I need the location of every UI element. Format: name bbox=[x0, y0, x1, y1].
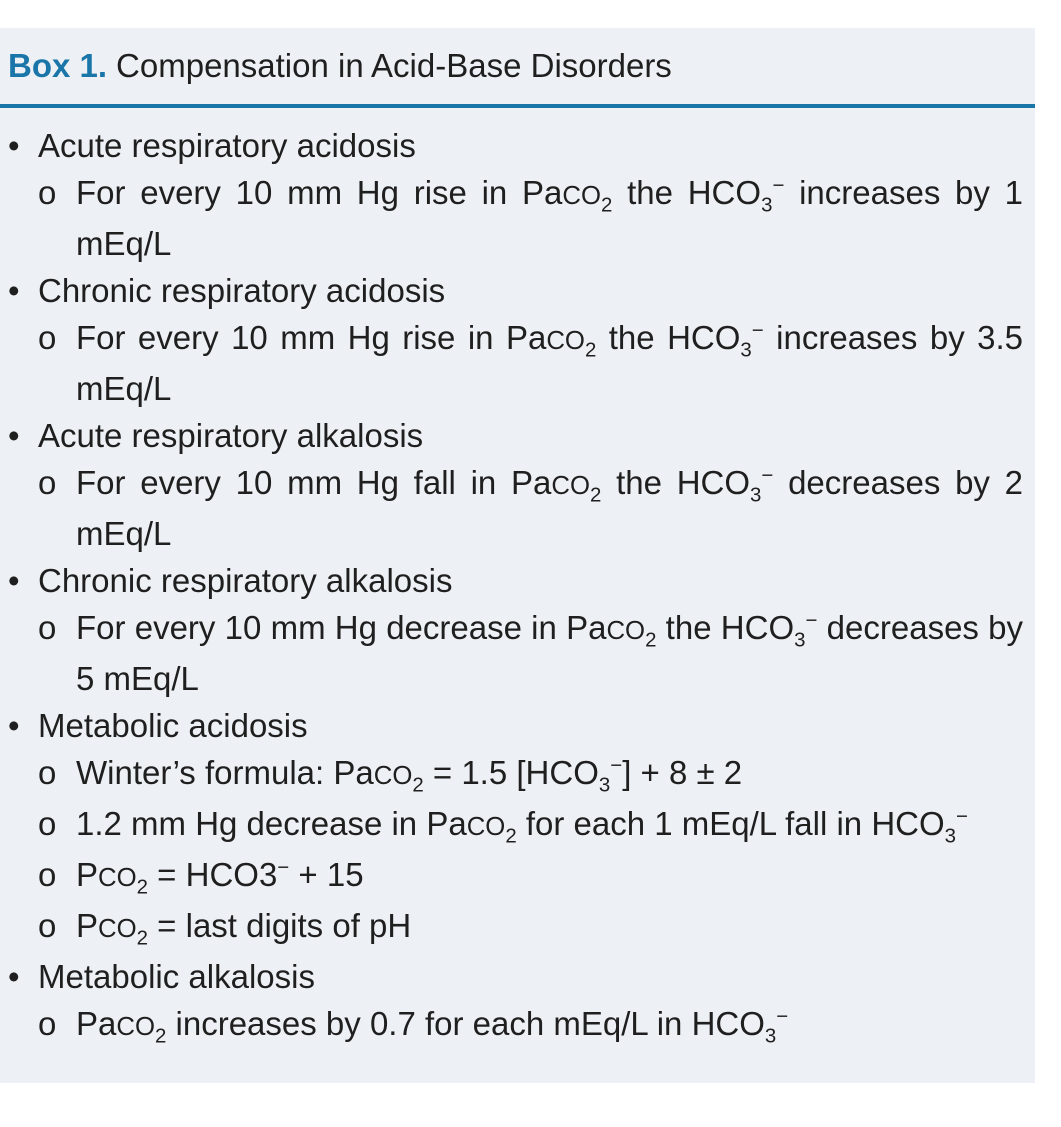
box-body bbox=[0, 108, 1035, 1051]
bullet-icon: • bbox=[8, 417, 20, 454]
hco3-symbol: $HCO_3^-$ bbox=[676, 464, 774, 507]
section-heading: Acute respiratory alkalosis bbox=[38, 417, 424, 454]
sub-bullet-icon: o bbox=[38, 319, 57, 356]
hco3-symbol: $HCO_3^-$ bbox=[720, 609, 818, 652]
text-fragment: = HCO3 bbox=[148, 856, 278, 893]
text-fragment: + 15 bbox=[289, 856, 364, 893]
text-fragment: Winter’s formula: bbox=[76, 754, 334, 791]
paco2-symbol: PaCO$_2$ bbox=[505, 319, 597, 362]
section-heading: Metabolic acidosis bbox=[38, 707, 308, 744]
sub-item-winters-formula bbox=[0, 749, 1023, 800]
box-header bbox=[0, 28, 1035, 108]
section-heading: Chronic respiratory alkalosis bbox=[38, 562, 453, 599]
box-panel bbox=[0, 28, 1035, 1083]
text-fragment: decreases by 2 mEq/L bbox=[76, 464, 1023, 552]
text-fragment: the bbox=[612, 174, 688, 211]
text-fragment: For every 10 mm Hg decrease in bbox=[76, 609, 567, 646]
bullet-icon: • bbox=[8, 562, 20, 599]
text-fragment: 1.2 mm Hg decrease in bbox=[76, 805, 427, 842]
bullet-icon: • bbox=[8, 707, 20, 744]
sub-item-acute-respiratory-alkalosis-rule bbox=[0, 459, 1023, 557]
sub-bullet-icon: o bbox=[38, 754, 57, 791]
pco2-symbol: $PCO_2$ bbox=[76, 907, 148, 950]
text-fragment: For every 10 mm Hg rise in bbox=[76, 319, 506, 356]
pco2-symbol: $PCO_2$ bbox=[76, 856, 148, 899]
text-fragment: the bbox=[601, 464, 677, 501]
hco3-symbol: $HCO_3^-$ bbox=[667, 319, 764, 362]
section-heading: Metabolic alkalosis bbox=[38, 958, 315, 995]
sub-bullet-icon: o bbox=[38, 856, 57, 893]
sub-item-pco2-plus-15 bbox=[0, 851, 1023, 902]
hco3-symbol: $HCO_3^-$ bbox=[687, 174, 785, 217]
text-fragment: For every 10 mm Hg fall in bbox=[76, 464, 512, 501]
sub-bullet-icon: o bbox=[38, 1005, 57, 1042]
paco2-symbol: PaCO$_2$ bbox=[333, 754, 424, 797]
box-label: Box 1. bbox=[8, 47, 108, 84]
sub-item-chronic-respiratory-alkalosis-rule bbox=[0, 604, 1023, 702]
list-item-acute-respiratory-alkalosis bbox=[0, 412, 1023, 459]
sub-bullet-icon: o bbox=[38, 907, 57, 944]
text-fragment: increases by 1 mEq/L bbox=[76, 174, 1023, 262]
paco2-symbol: PaCO$_2$ bbox=[76, 1005, 167, 1048]
sub-item-paco2-decrease-rule bbox=[0, 800, 1023, 851]
paco2-symbol: PaCO$_2$ bbox=[426, 805, 517, 848]
bullet-icon: • bbox=[8, 272, 20, 309]
list-item-acute-respiratory-acidosis bbox=[0, 122, 1023, 169]
list-item-chronic-respiratory-acidosis bbox=[0, 267, 1023, 314]
text-fragment: the bbox=[656, 609, 721, 646]
section-heading: Chronic respiratory acidosis bbox=[38, 272, 446, 309]
sub-item-metabolic-alkalosis-rule bbox=[0, 1000, 1023, 1051]
text-fragment: For every 10 mm Hg rise in bbox=[76, 174, 523, 211]
text-fragment: increases by 0.7 for each mEq/L in bbox=[166, 1005, 692, 1042]
sub-bullet-icon: o bbox=[38, 805, 57, 842]
text-fragment: ] + 8 ± 2 bbox=[622, 754, 743, 791]
sub-bullet-icon: o bbox=[38, 174, 57, 211]
sub-item-acute-respiratory-acidosis-rule bbox=[0, 169, 1023, 267]
sub-bullet-icon: o bbox=[38, 609, 57, 646]
hco3-symbol: $HCO_3^-$ bbox=[871, 805, 968, 848]
list-item-chronic-respiratory-alkalosis bbox=[0, 557, 1023, 604]
list-item-metabolic-alkalosis bbox=[0, 953, 1023, 1000]
text-fragment: = last digits of pH bbox=[148, 907, 412, 944]
text-fragment: increases by 3.5 mEq/L bbox=[76, 319, 1023, 407]
section-heading: Acute respiratory acidosis bbox=[38, 127, 416, 164]
sub-item-chronic-respiratory-acidosis-rule bbox=[0, 314, 1023, 412]
minus-superscript: − bbox=[277, 856, 290, 879]
box-title: Compensation in Acid-Base Disorders bbox=[116, 47, 672, 84]
bullet-icon: • bbox=[8, 958, 20, 995]
sub-bullet-icon: o bbox=[38, 464, 57, 501]
hco3-symbol: $HCO_3^-$ bbox=[691, 1005, 789, 1048]
sub-item-pco2-last-digits-ph bbox=[0, 902, 1023, 953]
text-fragment: the bbox=[596, 319, 668, 356]
list-item-metabolic-acidosis bbox=[0, 702, 1023, 749]
paco2-symbol: PaCO$_2$ bbox=[522, 174, 613, 217]
text-fragment: decreases by 5 mEq/L bbox=[76, 609, 1023, 697]
paco2-symbol: PaCO$_2$ bbox=[566, 609, 657, 652]
text-fragment: = 1.5 [ bbox=[423, 754, 526, 791]
hco3-symbol: $HCO_3^-$ bbox=[525, 754, 623, 797]
paco2-symbol: PaCO$_2$ bbox=[511, 464, 602, 507]
bullet-icon: • bbox=[8, 127, 20, 164]
text-fragment: for each 1 mEq/L fall in bbox=[516, 805, 872, 842]
